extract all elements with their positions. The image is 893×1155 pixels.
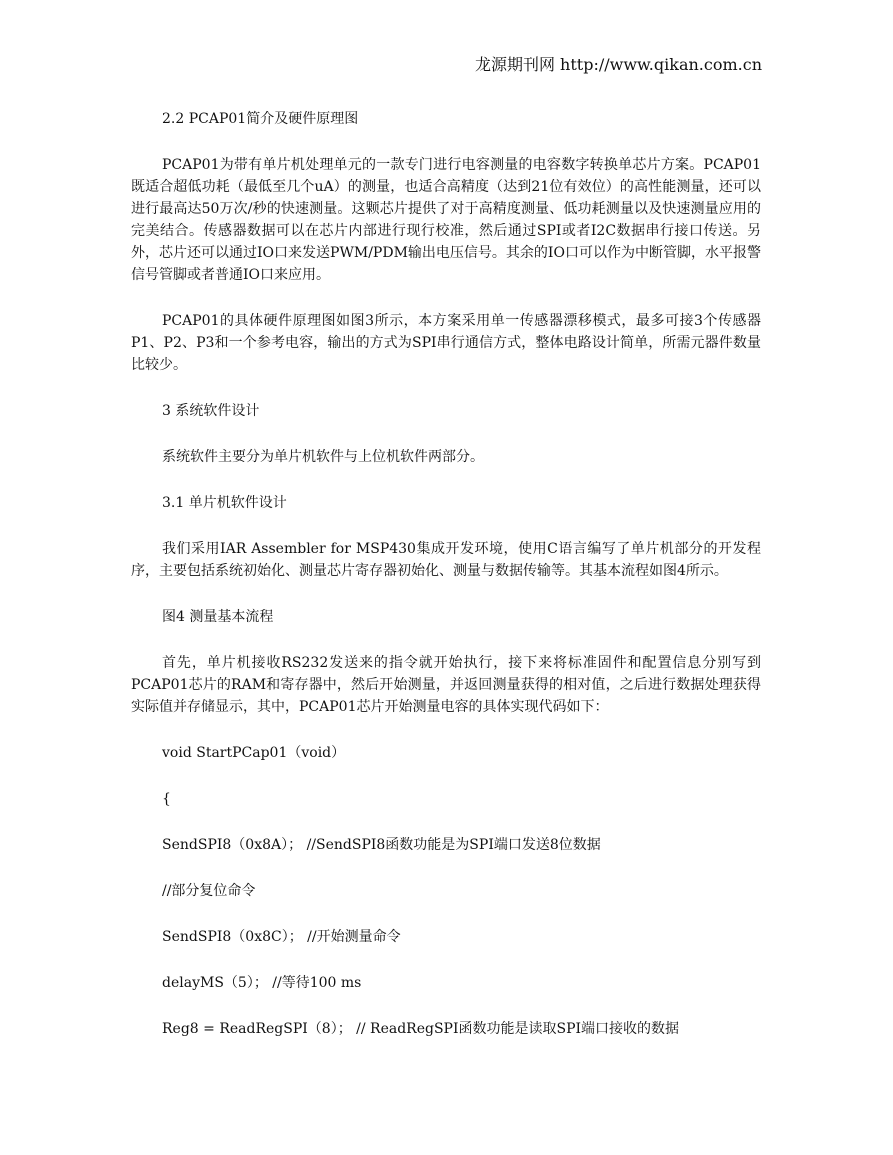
paragraph-software-overview: 系统软件主要分为单片机软件与上位机软件两部分。 [162, 449, 484, 465]
figure-caption-4: 图4 测量基本流程 [162, 609, 274, 625]
section-heading-2-2: 2.2 PCAP01简介及硬件原理图 [162, 111, 359, 127]
section-heading-3: 3 系统软件设计 [162, 403, 260, 419]
paragraph-mcu-software: 我们采用IAR Assembler for MSP430集成开发环境，使用C语言编写了单片机部分的开发程序，主要包括系统初始化、测量芯片寄存器初始化、测量与数据传输等。其基本流程如图4所示。 [131, 541, 761, 579]
paragraph-hardware-schematic: PCAP01的具体硬件原理图如图3所示，本方案采用单一传感器漂移模式，最多可接3个传感器P1、P2、P3和一个参考电容，输出的方式为SPI串行通信方式，整体电路设计简单，所需元器件数量比较少。 [131, 313, 761, 373]
paragraph-measurement-process: 首先，单片机接收RS232发送来的指令就开始执行，接下来将标准固件和配置信息分别写到PCAP01芯片的RAM和寄存器中，然后开始测量，并返回测量获得的相对值，之后进行数据处理获得实际值并存储显示，其中，PCAP01芯片开始测量电容的具体实现代码如下： [131, 655, 761, 715]
code-line: { [162, 791, 171, 807]
code-line: Reg8 = ReadRegSPI（8）； // ReadRegSPI函数功能是读取SPI端口接收的数据 [162, 1021, 680, 1037]
section-heading-3-1: 3.1 单片机软件设计 [162, 495, 287, 511]
paragraph-pcap01-intro: PCAP01为带有单片机处理单元的一款专门进行电容测量的电容数字转换单芯片方案。PCAP01既适合超低功耗（最低至几个uA）的测量，也适合高精度（达到21位有效位）的高性能测量，还可以进行最高达50万次/秒的快速测量。这颗芯片提供了对于高精度测量、低功耗测量以及快速测量应用的完美结合。传感器数据可以在芯片内部进行现行校准，然后通过SPI或者I2C数据串行接口传送。另外，芯片还可以通过IO口来发送PWM/PDM输出电压信号。其余的IO口可以作为中断管脚，水平报警信号管脚或者普通IO口来应用。 [131, 157, 761, 283]
site-header: 龙源期刊网 http://www.qikan.com.cn [474, 55, 762, 74]
code-line: //部分复位命令 [162, 883, 256, 899]
code-line: void StartPCap01（void） [162, 745, 346, 761]
code-line: SendSPI8（0x8C）； //开始测量命令 [162, 929, 401, 945]
code-line: delayMS（5）； //等待100 ms [162, 975, 362, 991]
article-body [131, 108, 761, 1040]
code-line: SendSPI8（0x8A）； //SendSPI8函数功能是为SPI端口发送8位数据 [162, 837, 601, 853]
